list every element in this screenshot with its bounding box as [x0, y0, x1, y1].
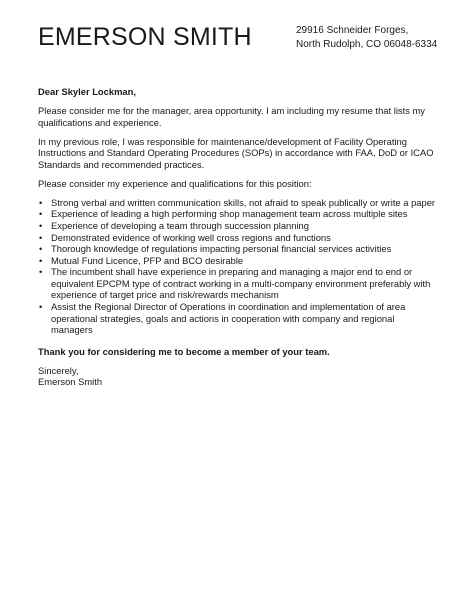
- address-line-1: 29916 Schneider Forges,: [296, 25, 409, 36]
- list-item: • Thorough knowledge of regulations impacting personal financial services activities: [51, 243, 438, 255]
- paragraph-qualifications-intro: Please consider my experience and qualifications for this position:: [38, 177, 312, 189]
- list-item: • Mutual Fund Licence, PFP and BCO desirable: [51, 255, 438, 267]
- list-item: • Demonstrated evidence of working well cross regions and functions: [51, 232, 438, 244]
- list-item: • Strong verbal and written communication skills, not afraid to speak publically or write a paper: [51, 197, 438, 209]
- closing-statement: Thank you for considering me to become a member of your team.: [38, 345, 330, 357]
- list-item: • Assist the Regional Director of Operations in coordination and implementation of area operational strategies, goals and actions in cooperation with company and regional managers: [51, 301, 438, 336]
- signature-name: Emerson Smith: [38, 376, 103, 388]
- paragraph-intro: Please consider me for the manager, area opportunity. I am including my resume that lists my qualifications and experience.: [38, 104, 425, 128]
- signoff-block: [38, 365, 438, 388]
- sender-address: [296, 24, 437, 52]
- paragraph-previous-role: In my previous role, I was responsible for maintenance/development of Facility Operating Instructions and Standard Operating Procedures (SOPs) in accordance with FAA, DoD or ICAO Standards and recommended practices.: [38, 135, 434, 170]
- list-item: • Experience of leading a high performing shop management team across multiple sites: [51, 208, 438, 220]
- list-item: • The incumbent shall have experience in preparing and managing a major end to end or equivalent EPCPM type of contract working in a multi-company environment preferably with experience of target price and risk/rewards mechanism: [51, 266, 438, 301]
- letter-header: [38, 20, 444, 60]
- sender-name: EMERSON SMITH: [38, 23, 252, 51]
- salutation: Dear Skyler Lockman,: [38, 86, 136, 97]
- letter-body: [38, 86, 438, 388]
- list-item: • Experience of developing a team through succession planning: [51, 220, 438, 232]
- signoff: Sincerely,: [38, 364, 79, 376]
- qualifications-list: [38, 197, 438, 336]
- address-line-2: North Rudolph, CO 06048-6334: [296, 39, 438, 50]
